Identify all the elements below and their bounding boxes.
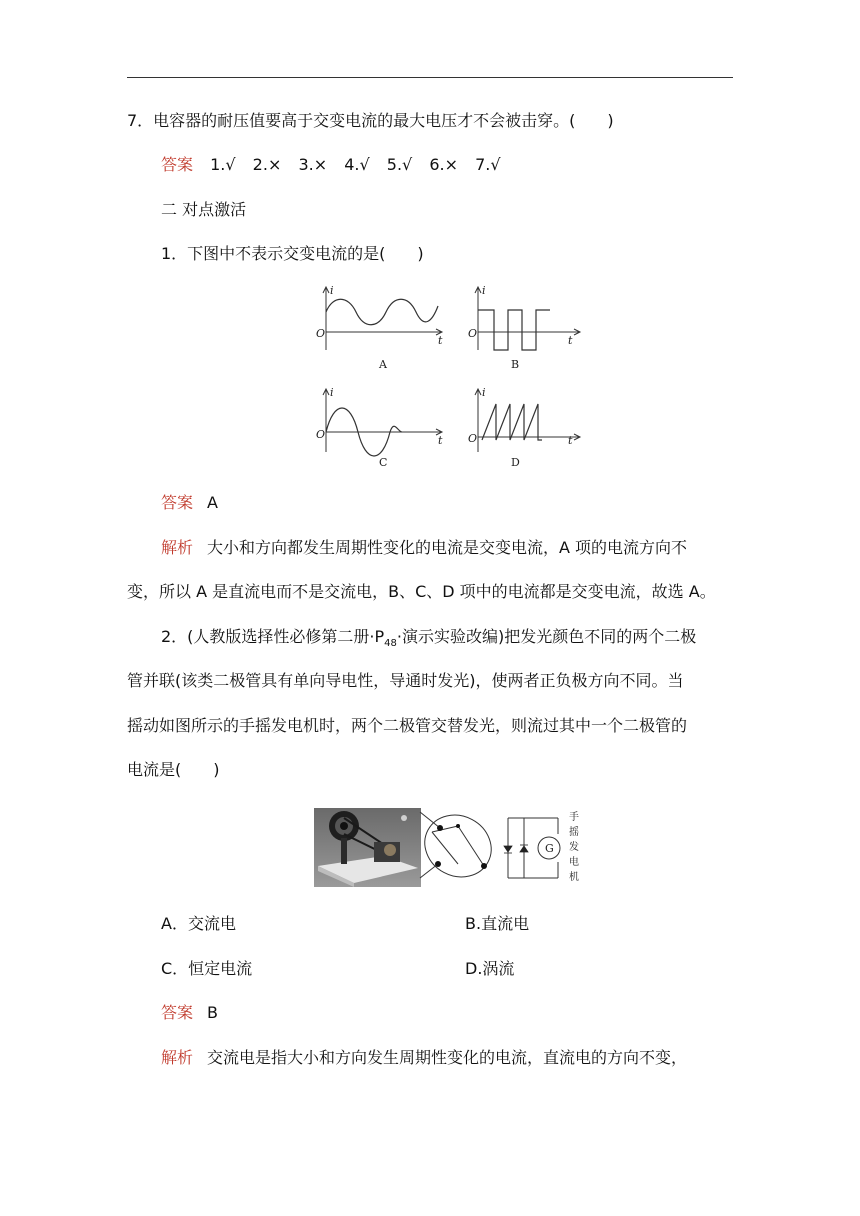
analysis-label: 解析 [161,538,194,557]
graph-b [475,287,580,350]
header-rule [127,77,733,78]
origin-label: O [316,327,326,340]
axis-label-t: t [438,434,443,447]
svg-text:手: 手 [569,812,579,823]
answer-item: 4.√ [344,155,370,174]
answer-row-q1 [161,492,773,514]
option-d: D.涡流 [465,959,515,978]
svg-text:电: 电 [569,857,579,868]
axis-label-i: i [482,284,486,297]
axis-label-t: t [568,334,573,347]
analysis-q1-line1: 解析 大小和方向都发生周期性变化的电流是交变电流，A 项的电流方向不 [161,538,688,557]
answer-value: A [207,493,218,512]
answer-item: 5.√ [386,155,413,174]
option-a: A．交流电 [161,914,236,933]
answer-row-1 [161,154,773,176]
answer-item: 3.× [298,155,328,174]
answer-value: B [207,1003,218,1022]
question-7: 7．电容器的耐压值要高于交变电流的最大电压才不会被击穿。( ) [127,111,614,130]
graph-a [323,287,442,350]
question-2-line4: 电流是( ) [127,760,220,779]
question-2-line2: 管并联(该类二极管具有单向导电性，导通时发光)，使两者正负极方向不同。当 [127,671,684,690]
panel-label: C [379,456,388,469]
answer-label: 答案 [161,155,194,174]
axis-label-t: t [438,334,443,347]
circuit-diagram [418,806,588,890]
graph-d [475,389,580,452]
origin-label: O [468,327,478,340]
svg-text:摇: 摇 [569,827,579,838]
galvanometer-label: G [545,842,554,855]
axis-label-i: i [330,284,334,297]
origin-label: O [468,432,478,445]
graph-c [323,389,442,456]
svg-text:机: 机 [569,872,579,883]
generator-photo [314,808,421,887]
axis-label-i: i [330,386,334,399]
analysis-q1-line2: 变，所以 A 是直流电而不是交流电，B、C、D 项中的电流都是交变电流，故选 A。 [127,582,716,601]
question-2-line1: 2．(人教版选择性必修第二册$\cdot P_{48}\cdot$演示实验改编)把发光颜色不同的两个二极 [161,627,697,650]
answer-item: 7.√ [475,155,501,174]
panel-label: A [379,358,387,371]
axis-label-i: i [482,386,486,399]
answer-label: 答案 [161,1003,194,1022]
option-b: B.直流电 [465,914,530,933]
question-1: 1．下图中不表示交变电流的是( ) [161,244,424,263]
waveform-figure [310,282,590,472]
answer-row-q2 [161,1002,773,1024]
panel-label: B [511,358,520,371]
analysis-q2-line1: 解析 交流电是指大小和方向发生周期性变化的电流，直流电的方向不变， [161,1048,688,1067]
panel-label: D [511,456,520,469]
section-heading: 二 对点激活 [161,200,247,219]
answer-item: 2.× [252,155,282,174]
axis-label-t: t [568,434,573,447]
svg-text:发: 发 [569,842,579,853]
answer-item: 1.√ [210,155,236,174]
answer-item: 6.× [429,155,458,174]
option-c: C．恒定电流 [161,959,253,978]
answer-label: 答案 [161,493,194,512]
origin-label: O [316,428,326,441]
analysis-label: 解析 [161,1048,194,1067]
question-2-line3: 摇动如图所示的手摇发电机时，两个二极管交替发光，则流过其中一个二极管的 [127,716,688,735]
